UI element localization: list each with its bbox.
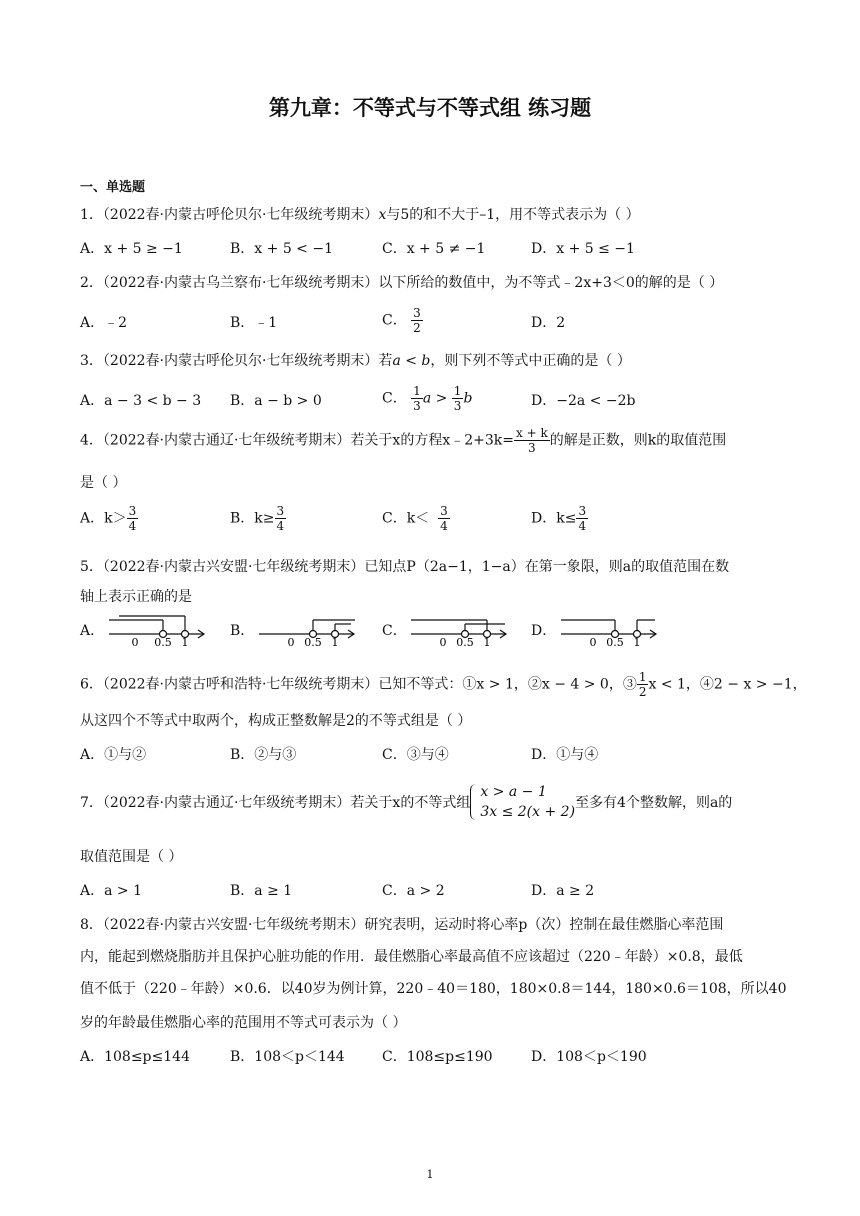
option-d: D．x + 5 ≤ −1 <box>531 241 635 257</box>
question-4-options <box>80 504 780 534</box>
question-8-line-3: 值不低于（220﹣年龄）×0.6．以40岁为例计算，220﹣40＝180，180×0.8＝144，180×0.6＝108，所以40 <box>80 981 787 997</box>
option-c: C． $\frac{1}{3}$ a > $\frac{1}{3}$ b <box>382 384 473 413</box>
question-8-line-4: 岁的年龄最佳燃脂心率的范围用不等式可表示为（ ） <box>80 1015 407 1031</box>
number-line-a <box>109 614 209 646</box>
option-a: A．a − 3 < b − 3 <box>80 393 202 409</box>
page-number: 1 <box>426 1168 434 1181</box>
question-3-options <box>80 384 780 414</box>
question-1-options <box>80 238 780 268</box>
option-b: B．k≥ $\frac{3}{4}$ <box>230 504 285 533</box>
label-zero: 0 <box>439 636 447 646</box>
label-zero: 0 <box>287 636 295 646</box>
label-half: 0.5 <box>605 636 624 646</box>
option-b: B．108＜p＜144 <box>230 1049 345 1065</box>
label-half: 0.5 <box>153 636 172 646</box>
question-2-stem: 2．（2022春·内蒙古乌兰察布·七年级统考期末）以下所给的数值中，为不等式﹣2x+3＜0的解的是（ ） <box>80 275 724 291</box>
label-zero: 0 <box>131 636 139 646</box>
option-a: A．a > 1 <box>80 883 142 899</box>
label-zero: 0 <box>589 636 597 646</box>
option-d: D． 0 0.5 1 <box>531 614 661 646</box>
question-5-options <box>80 614 780 650</box>
option-c: C．③与④ <box>382 747 449 763</box>
option-a: A．①与② <box>80 747 147 763</box>
option-b: B．x + 5 < −1 <box>230 241 333 257</box>
option-d: D．108＜p＜190 <box>531 1049 647 1065</box>
option-b: B．②与③ <box>230 747 297 763</box>
number-line-b <box>259 614 359 646</box>
question-4-stem: 4．（2022春·内蒙古通辽·七年级统考期末）若关于x的方程x﹣2+3k= $\frac{x + k}{3}$ 的解是正数，则k的取值范围 <box>80 426 727 455</box>
option-d: D．①与④ <box>531 747 599 763</box>
option-a: A．k＞ $\frac{3}{4}$ <box>80 504 137 533</box>
page-title: 第九章：不等式与不等式组 练习题 <box>268 96 592 120</box>
fraction-three-halves: $\frac{3}{2}$ <box>413 306 421 335</box>
option-d: D．2 <box>531 315 566 331</box>
option-b: B．a − b > 0 <box>230 393 322 409</box>
question-2-options <box>80 306 780 336</box>
option-c: C．k＜ $\frac{3}{4}$ <box>382 504 448 533</box>
option-a: A．x + 5 ≥ −1 <box>80 241 183 257</box>
option-b: B． 0 0.5 1 <box>230 614 359 646</box>
question-6-stem-cont: 从这四个不等式中取两个，构成正整数解是2的不等式组是（ ） <box>80 713 472 729</box>
option-c: C．x + 5 ≠ −1 <box>382 241 486 257</box>
question-6-stem: 6．（2022春·内蒙古呼和浩特·七年级统考期末）已知不等式：①x > 1，②x − 4 > 0，③ $\frac{1}{2}$ x < 1，④2 − x > −1， <box>80 670 807 699</box>
option-b: B．a ≥ 1 <box>230 883 293 899</box>
question-8-line-2: 内，能起到燃烧脂肪并且保护心脏功能的作用．最佳燃脂心率最高值不应该超过（220﹣年龄）×0.8，最低 <box>80 949 743 965</box>
label-half: 0.5 <box>304 636 322 646</box>
option-d: D．−2a < −2b <box>531 393 636 409</box>
option-c: C． 0 0.5 1 <box>382 614 511 646</box>
section-heading: 一、单选题 <box>80 180 146 195</box>
question-3-stem: 3．（2022春·内蒙古呼伦贝尔·七年级统考期末）若a < b，则下列不等式中正确的是（ ） <box>80 353 631 369</box>
option-a: A． 0 0.5 1 <box>80 614 209 646</box>
number-line-d <box>561 614 661 646</box>
question-1-stem: 1．（2022春·内蒙古呼伦贝尔·七年级统考期末）x与5的和不大于–1，用不等式表示为（ ） <box>80 207 640 223</box>
label-half: 0.5 <box>456 636 474 646</box>
question-5-stem-cont: 轴上表示正确的是 <box>80 589 192 605</box>
label-one: 1 <box>331 636 339 646</box>
option-c: C． $\frac{3}{2}$ <box>382 306 421 335</box>
question-5-stem: 5．（2022春·内蒙古兴安盟·七年级统考期末）已知点P（2a−1，1−a）在第一象限，则a的取值范围在数 <box>80 559 730 575</box>
question-6-options <box>80 744 780 774</box>
option-a: A．﹣2 <box>80 315 128 331</box>
label-one: 1 <box>633 636 641 646</box>
option-c: C．a > 2 <box>382 883 445 899</box>
question-7-stem-cont: 取值范围是（ ） <box>80 849 183 865</box>
option-b: B．﹣1 <box>230 315 278 331</box>
option-a: A．108≤p≤144 <box>80 1049 190 1065</box>
question-4-stem-cont: 是（ ） <box>80 475 127 491</box>
option-c: C．108≤p≤190 <box>382 1049 493 1065</box>
label-one: 1 <box>181 636 189 646</box>
question-7-stem: 7．（2022春·内蒙古通辽·七年级统考期末）若关于x的不等式组 x > a − 1 3x ≤ 2(x + 2) 至多有4个整数解，则a的 <box>80 784 733 820</box>
question-8-options <box>80 1046 780 1076</box>
option-d: D．a ≥ 2 <box>531 883 595 899</box>
label-one: 1 <box>483 636 491 646</box>
question-7-options <box>80 880 780 910</box>
inequality-system: x > a − 1 3x ≤ 2(x + 2) <box>470 782 575 822</box>
option-d: D．k≤ $\frac{3}{4}$ <box>531 504 587 533</box>
question-8-line-1: 8．（2022春·内蒙古兴安盟·七年级统考期末）研究表明，运动时将心率p（次）控制在最佳燃脂心率范围 <box>80 917 724 933</box>
number-line-c <box>411 614 511 646</box>
